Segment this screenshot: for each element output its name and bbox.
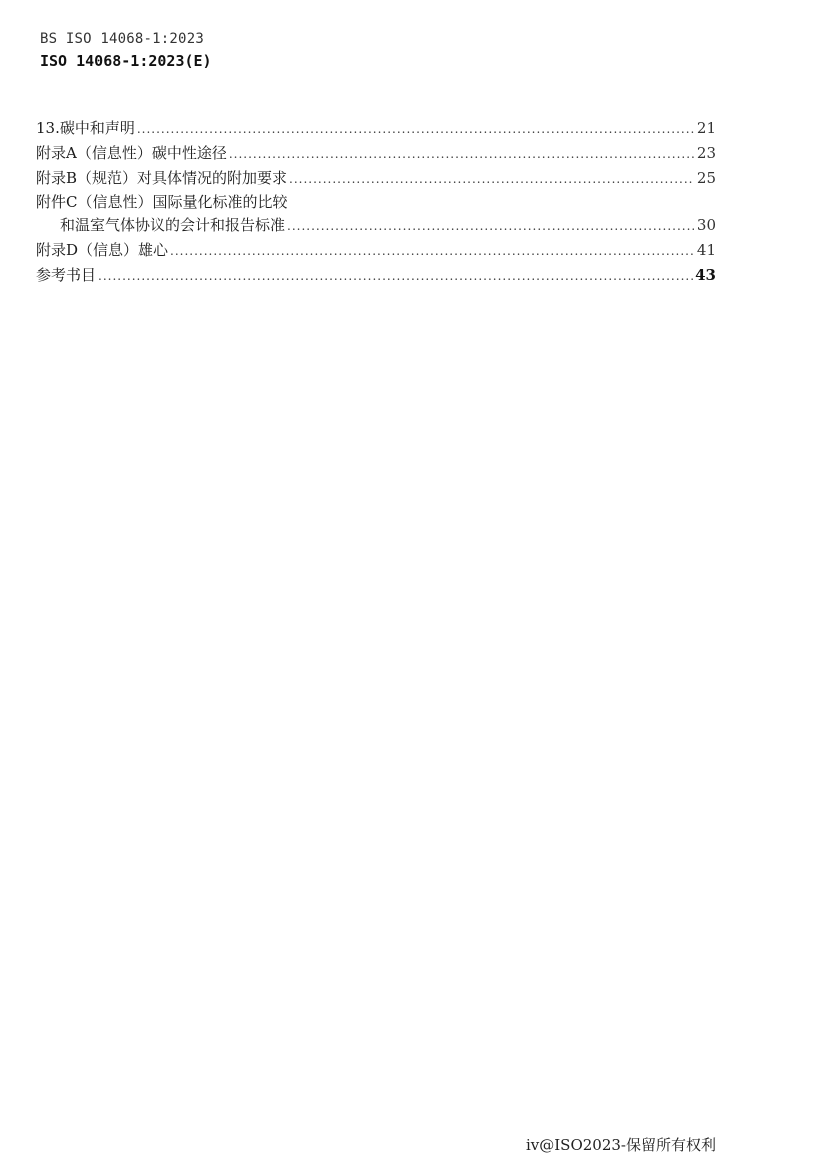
toc-page-number: 23 [696,144,716,162]
toc-leader-dots [98,264,693,289]
toc-page-number: 25 [696,169,716,187]
toc-leader-dots [170,239,694,264]
toc-leader-dots [137,117,694,142]
toc-entry-title: 附录B（规范）对具体情况的附加要求 [36,169,288,187]
toc-entry-annex-c[interactable] [36,191,716,238]
toc-page-number: 30 [696,216,716,234]
copyright-footer: iv@ISO2023-保留所有权利 [525,1136,716,1154]
iso-standard-number: ISO 14068-1:2023(E) [40,52,212,70]
toc-entry-title: 附录A（信息性）碳中性途径 [36,144,227,162]
toc-entry-annex-a[interactable] [36,141,716,166]
toc-entry-annex-d[interactable] [36,238,716,263]
toc-page-number: 41 [696,241,716,259]
toc-entry-annex-b[interactable] [36,166,716,191]
toc-entry-title: 13.碳中和声明 [36,119,135,137]
toc-entry-title: 附录D（信息）雄心 [36,241,169,259]
toc-entry-bibliography[interactable] [36,263,716,288]
toc-page-number: 21 [696,119,716,137]
toc-leader-dots [289,167,694,192]
toc-entry-clause-13[interactable] [36,116,716,141]
toc-leader-dots [229,142,694,167]
table-of-contents [36,116,716,288]
toc-page-number: 43 [695,266,716,284]
toc-leader-dots [287,214,694,239]
document-header [40,28,212,72]
toc-entry-title-line1: 附件C（信息性）国际量化标准的比较 [36,193,288,211]
toc-entry-title-line2: 和温室气体协议的会计和报告标准 [60,216,286,234]
bs-standard-number: BS ISO 14068-1:2023 [40,31,204,47]
toc-entry-title: 参考书目 [36,266,97,284]
